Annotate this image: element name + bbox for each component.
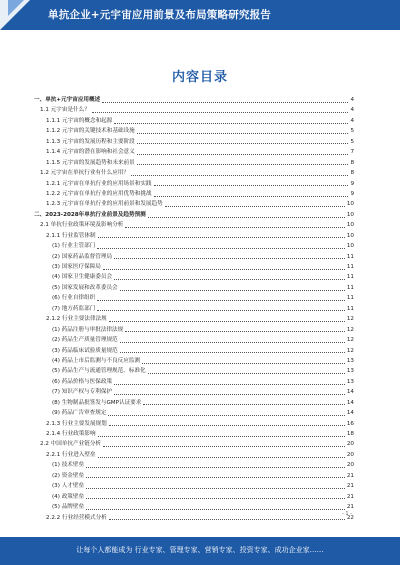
header-banner	[0, 0, 400, 30]
toc-entry-page: 11	[346, 264, 354, 270]
toc-leader-dots	[125, 331, 345, 332]
toc-leader-dots	[103, 269, 345, 270]
header-corner-accent	[8, 0, 24, 16]
toc-entry-page: 10	[346, 232, 354, 239]
toc-leader-dots	[114, 279, 345, 280]
toc-leader-dots	[114, 123, 348, 124]
page-marker: - 1 -	[342, 511, 352, 517]
toc-entry[interactable]	[34, 335, 354, 345]
toc-entry-page: 20	[346, 441, 354, 448]
toc-leader-dots	[98, 436, 345, 437]
toc-leader-dots	[120, 290, 345, 291]
toc-entry-page: 20	[346, 451, 354, 458]
toc-entry[interactable]	[34, 179, 354, 189]
toc-entry-page: 11	[346, 295, 354, 302]
toc-entry-label: (3) 人才壁垒	[52, 483, 85, 490]
report-title: 单抗企业+元宇宙应用前景及布局策略研究报告	[48, 9, 271, 21]
toc-entry[interactable]	[34, 460, 354, 470]
toc-entry-label: (2) 国家药品监督管理局	[52, 253, 113, 260]
toc-entry-label: 2.1.2 行业主要法律法规	[46, 316, 107, 323]
toc-entry-page: 4	[350, 97, 354, 103]
toc-entry-label: (4) 政策壁垒	[52, 493, 85, 500]
toc-leader-dots	[86, 467, 345, 468]
toc-leader-dots	[86, 477, 345, 478]
toc-entry[interactable]	[34, 513, 354, 523]
toc-leader-dots	[97, 248, 345, 249]
toc-leader-dots	[102, 102, 348, 103]
toc-leader-dots	[114, 258, 345, 259]
toc-entry[interactable]	[34, 398, 354, 408]
toc-entry-label: 一、单抗+元宇宙应用概述	[34, 97, 101, 103]
toc-entry-label: (5) 药品生产与流通管理规范、标准化	[52, 368, 146, 375]
toc-entry[interactable]	[34, 158, 354, 168]
toc-entry-label: (7) 知识产权与专利保护	[52, 389, 113, 396]
toc-leader-dots	[143, 404, 345, 405]
toc-entry-page: 14	[346, 410, 354, 417]
toc-entry-label: 1.1.3 元宇宙的发展历程和主要阶段	[46, 138, 135, 145]
toc-leader-dots	[108, 415, 344, 416]
toc-entry-label: (2) 资金壁垒	[52, 472, 85, 479]
toc-entry-label: (4) 药品上市后监测与不良反应监测	[52, 357, 141, 364]
toc-entry[interactable]	[34, 95, 354, 105]
toc-entry-page: 11	[346, 274, 354, 281]
toc-leader-dots	[154, 185, 349, 186]
toc-leader-dots	[109, 519, 345, 520]
toc-entry-label: (2) 药品生产质量管理规范	[52, 337, 118, 344]
toc-leader-dots	[125, 227, 344, 228]
toc-entry[interactable]	[34, 220, 354, 230]
toc-entry-label: (7) 地方药监部门	[52, 305, 96, 312]
toc-entry-label: (6) 药品价格与医保政策	[52, 378, 113, 385]
toc-entry[interactable]	[34, 105, 354, 115]
toc-leader-dots	[120, 352, 345, 353]
toc-entry-label: 1.2.3 元宇宙在单抗行业的应用前景和发展趋势	[46, 201, 163, 208]
toc-entry[interactable]	[34, 471, 354, 481]
toc-entry[interactable]	[34, 377, 354, 387]
toc-entry-label: (6) 行业自律组织	[52, 295, 96, 302]
toc-entry[interactable]	[34, 387, 354, 397]
toc-entry[interactable]	[34, 304, 354, 314]
toc-entry-label: (9) 药品广告审查规定	[52, 410, 107, 417]
toc-leader-dots	[109, 425, 345, 426]
toc-entry[interactable]	[34, 168, 354, 178]
toc-entry-label: (5) 品牌壁垒	[52, 504, 85, 511]
toc-entry-page: 14	[346, 389, 354, 396]
toc-entry-label: 2.1.3 行业主要发展规划	[46, 420, 107, 427]
toc-entry-page: 12	[346, 316, 354, 323]
toc-entry[interactable]	[34, 429, 354, 439]
toc-entry-page: 9	[350, 190, 354, 197]
toc-entry-page: 10	[346, 243, 354, 250]
toc-entry-page: 12	[346, 337, 354, 344]
toc-leader-dots	[86, 498, 345, 499]
toc-entry[interactable]	[34, 481, 354, 491]
toc-leader-dots	[86, 488, 345, 489]
toc-leader-dots	[154, 196, 349, 197]
toc-entry-page: 8	[350, 159, 354, 166]
toc-entry-page: 11	[346, 305, 354, 312]
toc-entry-page: 11	[346, 284, 354, 291]
toc-entry[interactable]	[34, 272, 354, 282]
toc-leader-dots	[148, 217, 345, 218]
toc-entry-label: 1.2.1 元宇宙在单抗行业的应用场景和实践	[46, 180, 152, 187]
toc-entry-page: 21	[346, 472, 354, 479]
toc-entry[interactable]	[34, 293, 354, 303]
toc-entry[interactable]	[34, 346, 354, 356]
toc-leader-dots	[103, 446, 345, 447]
toc-entry[interactable]	[34, 137, 354, 147]
toc-leader-dots	[120, 342, 345, 343]
toc-entry[interactable]	[34, 252, 354, 262]
toc-entry[interactable]	[34, 492, 354, 502]
toc-leader-dots	[137, 143, 349, 144]
toc-entry[interactable]	[34, 502, 354, 512]
toc-entry-label: 2.1.4 行业政策影响	[46, 431, 96, 437]
toc-entry-page: 7	[350, 149, 354, 156]
toc-entry[interactable]	[34, 408, 354, 418]
toc-entry[interactable]	[34, 126, 354, 136]
toc-entry-label: 1.2 元宇宙在单抗行业有什么应用？	[40, 170, 129, 177]
toc-heading: 内容目录	[171, 70, 228, 85]
toc-entry[interactable]	[34, 262, 354, 272]
toc-entry[interactable]	[34, 241, 354, 251]
toc-entry[interactable]	[34, 366, 354, 376]
toc-entry-page: 18	[346, 431, 354, 437]
toc-entry-page: 11	[346, 253, 354, 260]
footer-slogan: 让每个人都能成为 行业专家、管理专家、营销专家、投资专家、成功企业家……	[76, 546, 324, 554]
toc-entry-label: (3) 国家医疗保障局	[52, 264, 101, 270]
footer-banner	[0, 537, 400, 565]
toc-leader-dots	[97, 300, 345, 301]
toc-leader-dots	[114, 394, 345, 395]
toc-entry-label: 1.1.4 元宇宙的潜在影响和社会意义	[46, 149, 135, 156]
toc-entry-page: 4	[350, 107, 354, 114]
toc-entry-page: 22	[346, 514, 354, 521]
toc-leader-dots	[142, 363, 345, 364]
toc-entry-page: 5	[350, 128, 354, 135]
toc-entry-page: 8	[350, 170, 354, 177]
toc-entry-page: 9	[350, 180, 354, 187]
toc-leader-dots	[98, 237, 345, 238]
toc-entry-page: 20	[346, 462, 354, 469]
toc-entry-label: (1) 药品注册与审批法律法规	[52, 326, 124, 333]
toc-entry-page: 16	[346, 420, 354, 427]
toc-entry-label: (5) 国家发展和改革委员会	[52, 284, 118, 291]
toc-leader-dots	[148, 373, 345, 374]
toc-leader-dots	[98, 457, 345, 458]
toc-leader-dots	[114, 384, 345, 385]
toc-entry[interactable]	[34, 231, 354, 241]
toc-entry-page: 21	[346, 504, 354, 511]
toc-entry-label: 1.1.2 元宇宙的关键技术和基础设施	[46, 128, 135, 135]
toc-entry-label: (1) 行业主管部门	[52, 243, 96, 250]
toc-leader-dots	[97, 310, 345, 311]
toc-entry-label: 二、2023-2028年单抗行业前景及趋势预测	[34, 211, 146, 218]
toc-entry[interactable]	[34, 199, 354, 209]
toc-leader-dots	[137, 133, 349, 134]
toc-entry-page: 21	[346, 493, 354, 500]
toc-leader-dots	[86, 509, 345, 510]
toc-entry-page: 10	[346, 222, 354, 229]
table-of-contents	[34, 95, 354, 523]
toc-entry[interactable]	[34, 450, 354, 460]
toc-entry-page: 4	[350, 117, 354, 124]
toc-entry[interactable]	[34, 356, 354, 366]
toc-entry[interactable]	[34, 419, 354, 429]
toc-entry-label: (8) 生物制品批签发与GMP认证要求	[52, 399, 142, 406]
toc-entry-page: 13	[346, 378, 354, 385]
toc-leader-dots	[137, 164, 349, 165]
toc-entry-label: 1.1.1 元宇宙的概念和起源	[46, 117, 113, 124]
toc-entry-page: 21	[346, 483, 354, 490]
toc-entry-page: 12	[346, 326, 354, 333]
toc-leader-dots	[92, 112, 349, 113]
toc-entry-label: 1.1 元宇宙是什么？	[40, 107, 90, 114]
toc-entry-label: 2.2 中国单抗产业链分析	[40, 441, 102, 448]
toc-leader-dots	[137, 154, 349, 155]
toc-entry-page: 12	[346, 347, 354, 354]
toc-entry-label: (1) 技术壁垒	[52, 462, 85, 469]
toc-entry-label: 2.1 单抗行业政策环境及影响分析	[40, 222, 124, 229]
toc-entry-label: 1.2.2 元宇宙在单抗行业的应用优势和挑战	[46, 190, 152, 197]
toc-entry-label: (3) 药品临床试验质量规范	[52, 347, 118, 354]
toc-entry[interactable]	[34, 283, 354, 293]
toc-entry[interactable]	[34, 147, 354, 157]
toc-entry-label: 2.1.1 行业监管体制	[46, 232, 96, 239]
toc-entry-page: 10	[346, 211, 354, 218]
toc-entry-page: 13	[346, 368, 354, 375]
toc-entry[interactable]	[34, 325, 354, 335]
toc-entry-page: 10	[346, 201, 354, 208]
toc-entry-label: 2.2.1 行业进入壁垒	[46, 451, 96, 458]
toc-entry-page: 5	[350, 138, 354, 145]
toc-leader-dots	[165, 206, 345, 207]
toc-entry-label: 2.2.2 行业经营模式分析	[46, 514, 107, 521]
toc-entry[interactable]	[34, 116, 354, 126]
toc-entry[interactable]	[34, 210, 354, 220]
toc-leader-dots	[131, 175, 348, 176]
toc-leader-dots	[109, 321, 345, 322]
toc-entry-page: 14	[346, 399, 354, 406]
toc-entry-label: 1.1.5 元宇宙的发展趋势和未来前景	[46, 159, 135, 166]
toc-entry-page: 13	[346, 357, 354, 364]
toc-entry[interactable]	[34, 439, 354, 449]
toc-entry[interactable]	[34, 314, 354, 324]
toc-entry-label: (4) 国家卫生健康委员会	[52, 274, 113, 281]
toc-entry[interactable]	[34, 189, 354, 199]
